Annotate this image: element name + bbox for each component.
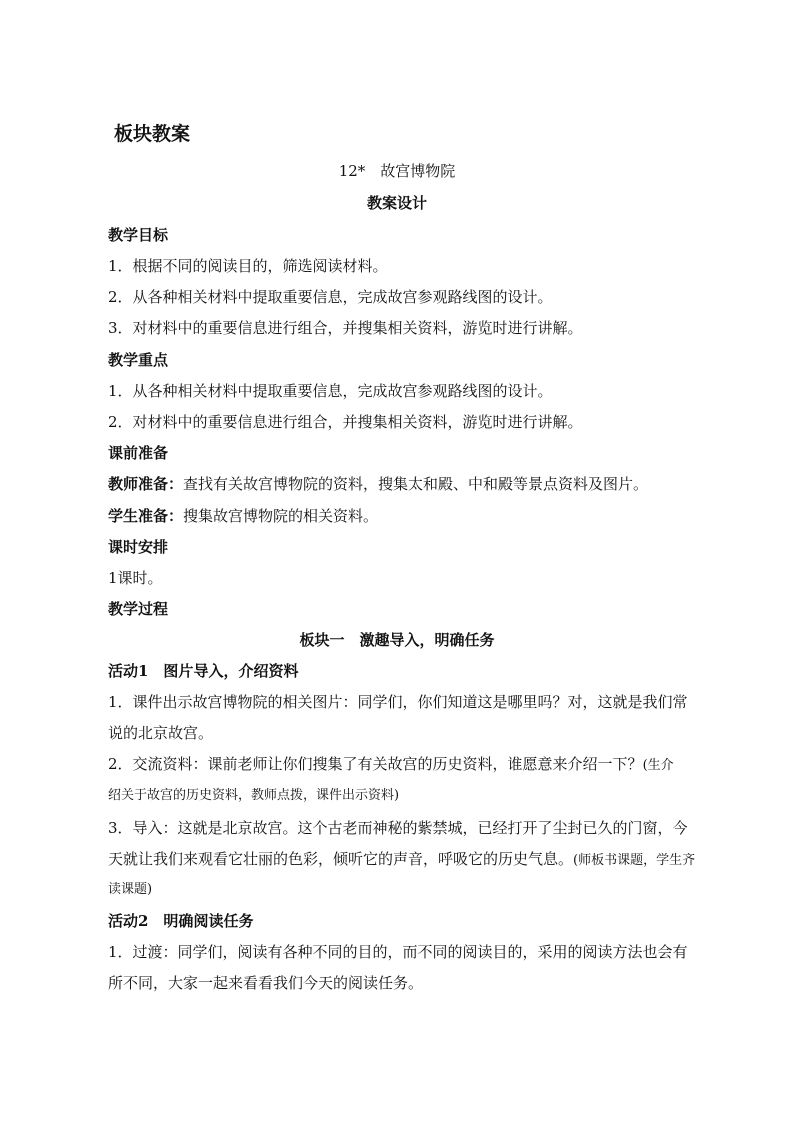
activity2-paragraph1-line: 1．过渡：同学们，阅读有各种不同的目的，而不同的阅读目的，采用的阅读方法也会有 [108, 943, 688, 961]
design-title: 教案设计 [366, 194, 427, 212]
activity1-paragraph2-note: (生介 [642, 758, 674, 773]
activity1-paragraph2-line [108, 754, 674, 776]
activity1-paragraph3-line: 3．导入：这就是北京故宫。这个古老而神秘的紫禁城，已经打开了尘封已久的门窗，今 [108, 819, 688, 837]
lesson-title: 12* 故宫博物院 [338, 162, 456, 180]
activity1-paragraph1-line: 说的北京故宫。 [108, 724, 214, 742]
section-title: 板块一 激趣导入，明确任务 [299, 631, 495, 649]
teacher-preparation-text: 查找有关故宫博物院的资料，搜集太和殿、中和殿等景点资料及图片。 [183, 475, 649, 493]
preparation-heading: 课前准备 [108, 444, 169, 462]
student-preparation-text: 搜集故宫博物院的相关资料。 [183, 507, 379, 525]
schedule-heading: 课时安排 [108, 538, 169, 556]
student-preparation-label: 学生准备： [108, 507, 184, 525]
key-point-item: 1．从各种相关材料中提取重要信息，完成故宫参观路线图的设计。 [108, 382, 553, 400]
objective-item: 2．从各种相关材料中提取重要信息，完成故宫参观路线图的设计。 [108, 288, 553, 306]
activity1-paragraph2-note-line: 绍关于故宫的历史资料，教师点拨，课件出示资料) [108, 788, 400, 803]
block-heading: 板块教案 [114, 123, 191, 145]
key-point-item: 2．对材料中的重要信息进行组合，并搜集相关资料，游览时进行讲解。 [108, 413, 583, 431]
teacher-preparation-label: 教师准备： [108, 475, 184, 493]
objective-item: 3．对材料中的重要信息进行组合，并搜集相关资料，游览时进行讲解。 [108, 319, 583, 337]
objective-item: 1．根据不同的阅读目的，筛选阅读材料。 [108, 257, 388, 275]
objectives-heading: 教学目标 [108, 226, 169, 244]
activity1-paragraph3-note-line: 读课题) [108, 882, 153, 897]
schedule-text: 1课时。 [108, 569, 163, 587]
activity1-paragraph1-line: 1．课件出示故宫博物院的相关图片：同学们，你们知道这是哪里吗？对，这就是我们常 [108, 693, 688, 711]
activity1-paragraph3-line [108, 849, 695, 871]
activity1-paragraph3-note: (师板书课题，学生齐 [573, 853, 696, 868]
key-points-heading: 教学重点 [108, 351, 169, 369]
process-heading: 教学过程 [108, 600, 169, 618]
activity1-paragraph2-text: 2．交流资料：课前老师让你们搜集了有关故宫的历史资料，谁愿意来介绍一下？ [108, 755, 643, 773]
activity1-title: 活动1 图片导入，介绍资料 [108, 662, 299, 680]
teacher-preparation [108, 474, 648, 494]
activity2-paragraph1-line: 所不同，大家一起来看看我们今天的阅读任务。 [108, 974, 424, 992]
student-preparation [108, 506, 378, 526]
activity1-paragraph3-text: 天就让我们来观看它壮丽的色彩，倾听它的声音，呼吸它的历史气息。 [108, 850, 574, 868]
activity2-title: 活动2 明确阅读任务 [108, 912, 254, 930]
